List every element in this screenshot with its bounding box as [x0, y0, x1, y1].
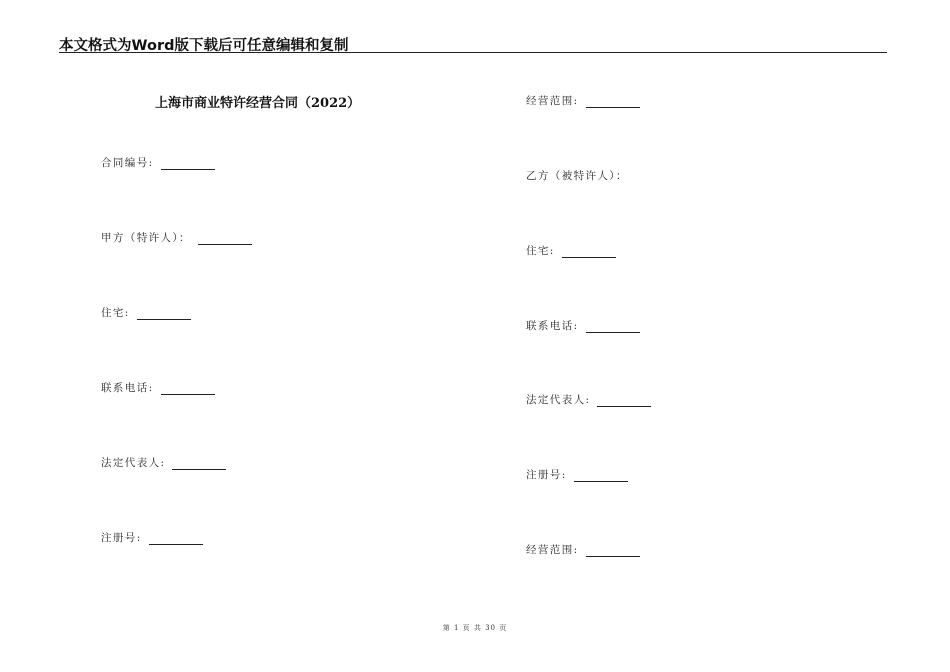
field-label: 联系电话: [101, 382, 154, 394]
fill-in-blank[interactable] [562, 248, 616, 258]
fill-in-blank[interactable] [172, 460, 226, 470]
fill-in-blank[interactable] [161, 385, 215, 395]
field-party-a [101, 230, 252, 245]
fill-in-blank[interactable] [586, 323, 640, 333]
page-footer: 第 1 页 共 30 页 [442, 624, 508, 632]
field-party-b-legal-rep [526, 392, 651, 407]
field-label: 注册号: [101, 532, 142, 544]
field-label: 联系电话: [526, 320, 579, 332]
field-party-a-phone [101, 380, 215, 395]
field-label: 合同编号: [101, 157, 154, 169]
field-label: 注册号: [526, 469, 567, 481]
field-label: 住宅: [101, 307, 130, 319]
fill-in-blank[interactable] [574, 472, 628, 482]
fill-in-blank[interactable] [137, 310, 191, 320]
field-label: 乙方（被特许人）： [526, 170, 628, 182]
field-party-b-address [526, 243, 616, 258]
field-party-b [526, 168, 628, 183]
header-text: 本文格式为Word版下载后可任意编辑和复制 [59, 38, 349, 54]
field-label: 甲方（特许人）： [101, 232, 191, 244]
field-party-a-business-scope [526, 93, 640, 108]
field-party-b-business-scope [526, 542, 640, 557]
header-divider [59, 52, 887, 53]
fill-in-blank[interactable] [597, 397, 651, 407]
field-label: 经营范围: [526, 95, 579, 107]
fill-in-blank[interactable] [586, 547, 640, 557]
fill-in-blank[interactable] [149, 535, 203, 545]
field-party-a-address [101, 305, 191, 320]
field-party-b-registration [526, 467, 628, 482]
field-label: 法定代表人: [101, 457, 166, 469]
field-party-b-phone [526, 318, 640, 333]
fill-in-blank[interactable] [586, 98, 640, 108]
field-label: 经营范围: [526, 544, 579, 556]
field-party-a-legal-rep [101, 455, 226, 470]
field-contract-number [101, 155, 215, 170]
fill-in-blank[interactable] [198, 235, 252, 245]
field-label: 住宅: [526, 245, 555, 257]
field-label: 法定代表人: [526, 394, 591, 406]
document-title: 上海市商业特许经营合同（2022） [155, 96, 361, 111]
field-party-a-registration [101, 530, 203, 545]
fill-in-blank[interactable] [161, 160, 215, 170]
